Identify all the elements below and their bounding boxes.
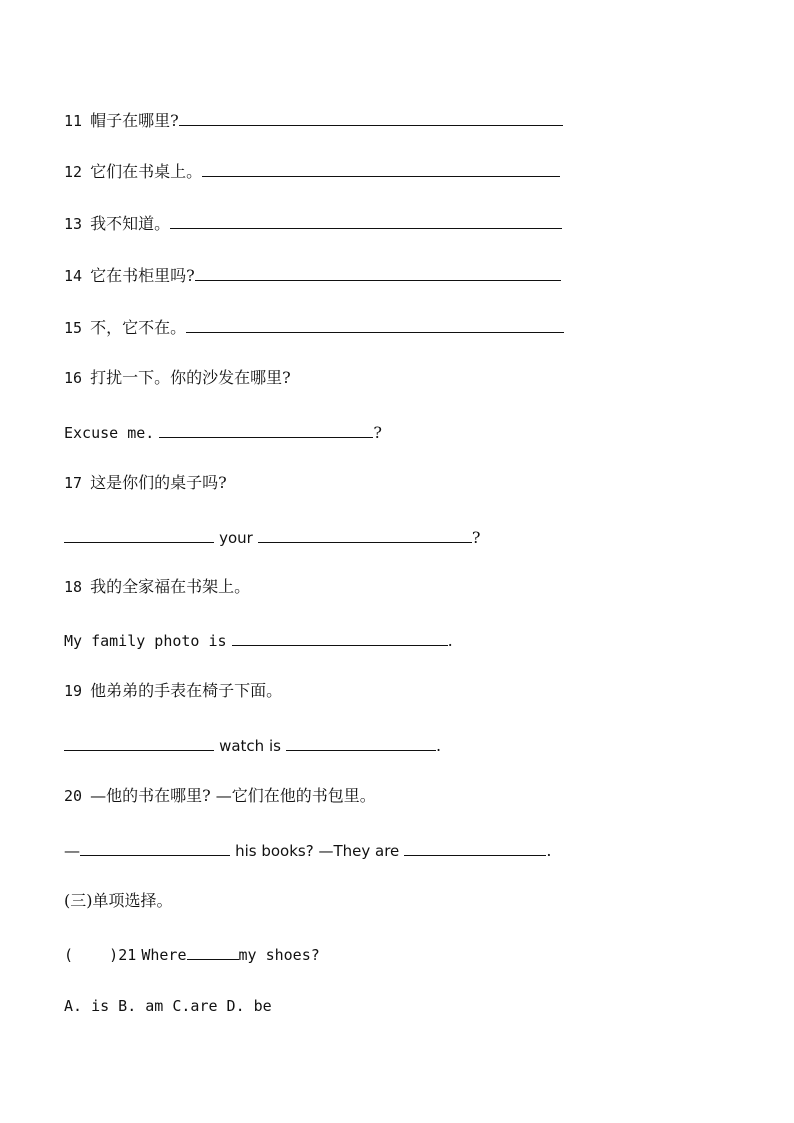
answer-blank[interactable] [179,108,563,126]
question-21-options [64,995,272,1017]
question-prompt: 帽子在哪里? [90,111,179,130]
question-18-prompt [64,576,250,598]
section-title: (三)单项选择。 [64,891,173,910]
answer-end-punct: . [436,736,442,755]
answer-lead-text: Excuse me. [64,424,155,442]
question-19-prompt [64,680,282,702]
question-18-answer [64,628,453,650]
answer-end-punct: ? [471,528,481,547]
question-prompt: —他的书在哪里? —它们在他的书包里。 [90,786,376,805]
question-16-prompt [64,367,291,389]
question-14 [64,263,561,285]
question-number: 15 [64,319,83,337]
section-3-title [64,890,173,912]
question-prompt: 不，它不在。 [90,318,187,337]
answer-end-punct: ? [373,423,382,442]
question-21 [64,942,320,964]
answer-blank[interactable] [186,315,564,333]
question-prompt: 我的全家福在书架上。 [90,577,251,596]
answer-blank[interactable] [232,628,448,646]
question-number: 16 [64,369,83,387]
question-number: 11 [64,112,83,130]
question-number: 13 [64,215,83,233]
question-number: 20 [64,787,83,805]
question-prompt: 他弟弟的手表在椅子下面。 [90,681,283,700]
answer-middle-text: your [219,529,253,547]
question-15 [64,315,564,337]
answer-blank[interactable] [80,838,230,856]
answer-blank[interactable] [64,733,214,751]
question-20-answer [64,838,551,860]
answer-blank[interactable] [170,211,562,229]
question-number: 19 [64,682,83,700]
question-13 [64,211,562,233]
question-lead-text: Where [141,946,187,964]
question-number: 12 [64,163,83,181]
question-prompt: 它在书柜里吗? [90,266,195,285]
question-prompt: 这是你们的桌子吗? [90,473,227,492]
answer-dash: — [64,841,80,860]
answer-blank[interactable] [159,420,373,438]
question-17-answer [64,525,481,547]
question-11 [64,108,563,130]
answer-blank[interactable] [404,838,546,856]
question-19-answer [64,733,441,755]
question-12 [64,159,560,181]
question-prompt: 我不知道。 [90,214,171,233]
question-prompt: 打扰一下。你的沙发在哪里? [90,368,291,387]
question-number: 17 [64,474,83,492]
answer-options: A. is B. am C.are D. be [64,997,272,1015]
question-number: 18 [64,578,83,596]
answer-end-punct: . [546,841,552,860]
answer-blank[interactable] [187,942,239,960]
question-17-prompt [64,472,227,494]
question-number: 14 [64,267,83,285]
answer-middle-text: his books? —They are [235,842,400,860]
answer-lead-text: My family photo is [64,632,227,650]
question-16-answer [64,420,382,442]
question-prompt: 它们在书桌上。 [90,162,203,181]
question-number: 21 [118,946,137,964]
answer-blank[interactable] [286,733,436,751]
answer-middle-text: watch is [219,737,281,755]
answer-paren[interactable]: ( ) [64,946,119,964]
question-tail-text: my shoes? [238,946,320,964]
question-20-prompt [64,785,376,807]
answer-blank[interactable] [195,263,561,281]
answer-blank[interactable] [258,525,472,543]
answer-end-punct: . [447,631,453,650]
answer-blank[interactable] [64,525,214,543]
answer-blank[interactable] [202,159,560,177]
